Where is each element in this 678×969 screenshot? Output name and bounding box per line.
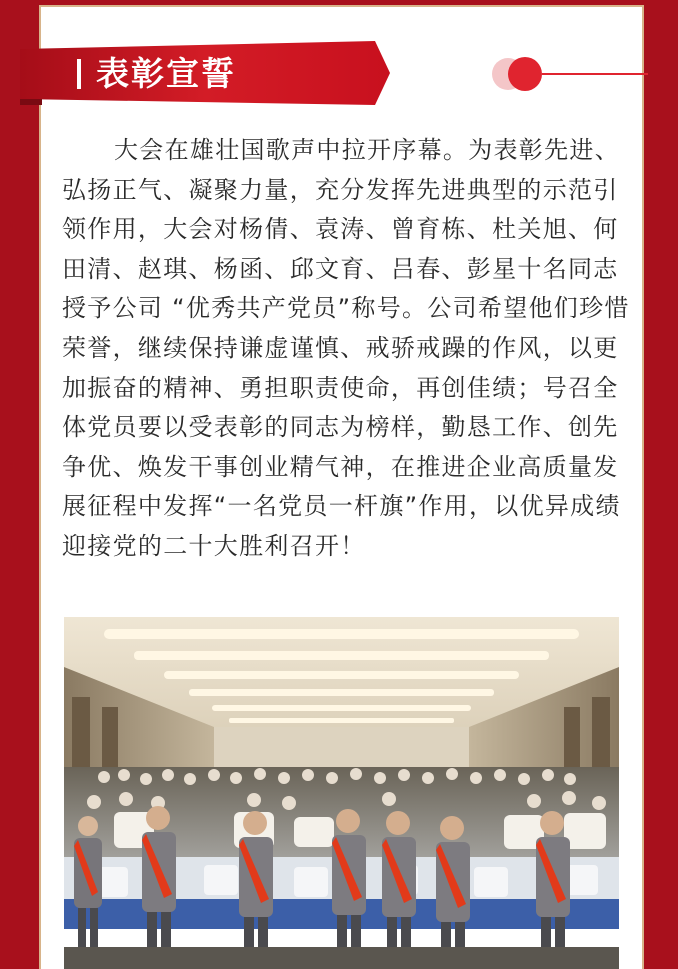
meeting-hall-photo (64, 617, 619, 969)
article-line: 领作用，大会对杨倩、袁涛、曾育栋、杜关旭、何 (62, 215, 619, 244)
banner-accent-bar (77, 59, 81, 89)
article-line: 加振奋的精神、勇担职责使命，再创佳绩；号召全 (62, 373, 619, 402)
article-line: 体党员要以受表彰的同志为榜样，勤恳工作、创先 (62, 413, 619, 442)
article-line: 弘扬正气、凝聚力量，充分发挥先进典型的示范引 (62, 175, 619, 204)
article-line: 田清、赵琪、杨函、邱文育、吕春、彭星十名同志 (62, 254, 619, 283)
article-line: 迎接党的二十大胜利召开！ (62, 531, 366, 560)
article-line: 授予公司 “优秀共产党员”称号。公司希望他们珍惜 (62, 294, 630, 323)
article-line: 争优、焕发干事创业精气神，在推进企业高质量发 (62, 452, 619, 481)
article-line: 展征程中发挥“一名党员一杆旗”作用，以优异成绩 (62, 492, 621, 521)
decorative-dots-icon (488, 52, 648, 96)
article-line: 荣誉，继续保持谦虚谨慎、戒骄戒躁的作风，以更 (62, 333, 619, 362)
article-body (62, 131, 630, 567)
section-title: 表彰宣誓 (96, 54, 236, 93)
article-line: 大会在雄壮国歌声中拉开序幕。为表彰先进、 (114, 136, 620, 164)
